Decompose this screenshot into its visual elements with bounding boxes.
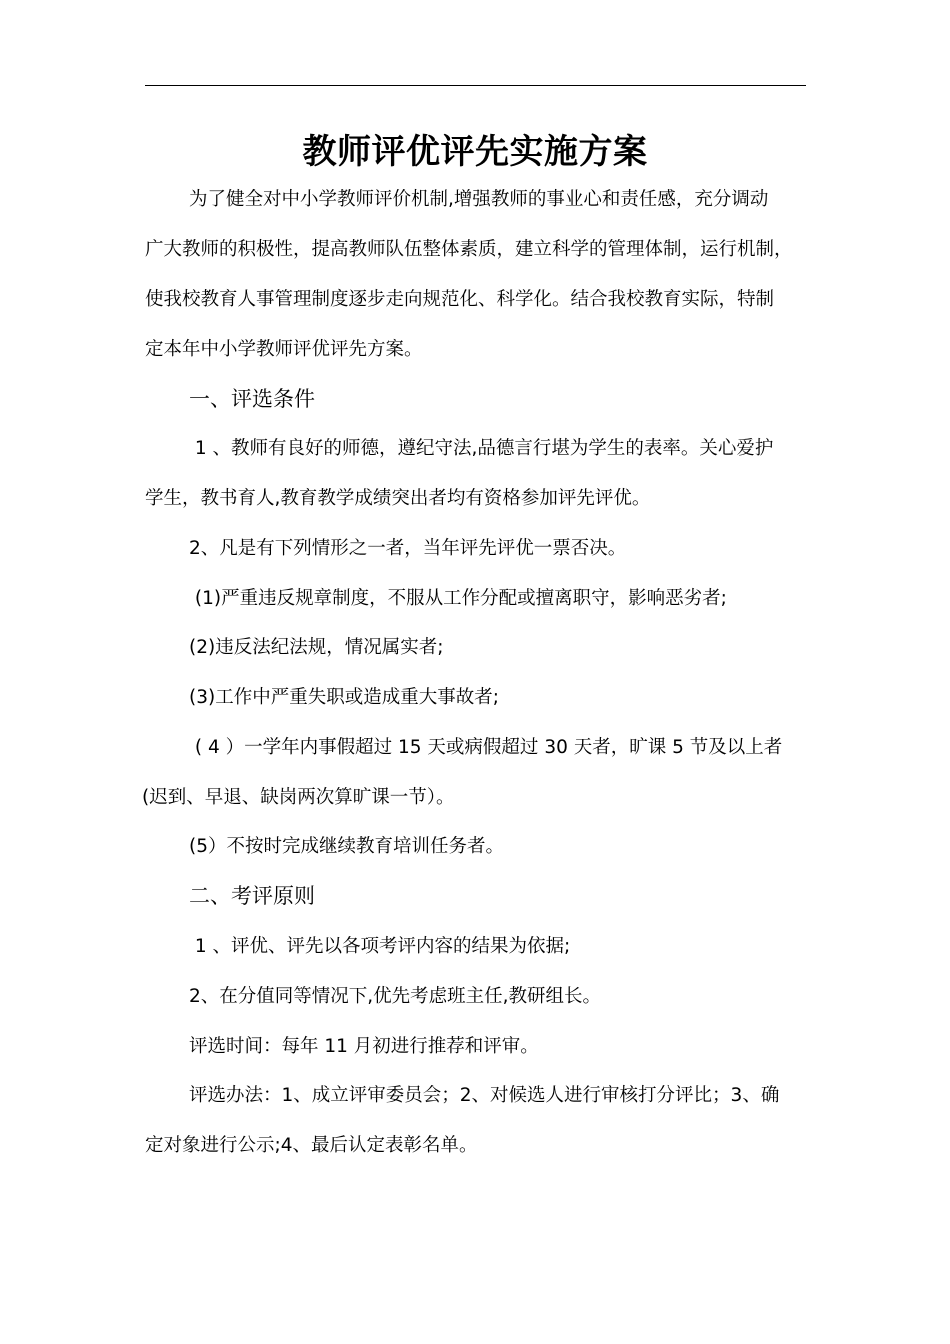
criteria-item-1-line-2: 学生，教书育人,教育教学成绩突出者均有资格参加评先评优。 <box>145 488 651 509</box>
section-heading-criteria: 一、评选条件 <box>189 387 315 411</box>
veto-item-3: (3)工作中严重失职或造成重大事故者; <box>189 687 499 708</box>
section-heading-principles: 二、考评原则 <box>189 884 315 908</box>
criteria-item-2: 2、凡是有下列情形之一者，当年评先评优一票否决。 <box>189 538 627 559</box>
intro-line-2: 广大教师的积极性，提高教师队伍整体素质，建立科学的管理体制，运行机制， <box>145 239 793 260</box>
veto-item-2: (2)违反法纪法规，情况属实者; <box>189 637 444 658</box>
selection-method-line-1: 评选办法：1、成立评审委员会；2、对候选人进行审核打分评比；3、确 <box>189 1085 780 1106</box>
veto-item-4-line-2: (迟到、早退、缺岗两次算旷课一节）。 <box>142 787 455 808</box>
criteria-item-1-line-1: 1 、教师有良好的师德，遵纪守法,品德言行堪为学生的表率。关心爱护 <box>189 438 774 459</box>
header-rule <box>145 85 806 86</box>
veto-item-5: (5）不按时完成继续教育培训任务者。 <box>189 836 504 857</box>
selection-time: 评选时间：每年 11 月初进行推荐和评审。 <box>189 1036 539 1057</box>
document-title: 教师评优评先实施方案 <box>302 132 648 172</box>
principle-item-1: 1 、评优、评先以各项考评内容的结果为依据; <box>189 936 571 957</box>
veto-item-4-line-1: ( 4 ）一学年内事假超过 15 天或病假超过 30 天者，旷课 5 节及以上者 <box>189 737 783 758</box>
intro-line-4: 定本年中小学教师评优评先方案。 <box>145 339 423 360</box>
intro-line-3: 使我校教育人事管理制度逐步走向规范化、科学化。结合我校教育实际，特制 <box>145 289 775 310</box>
intro-line-1: 为了健全对中小学教师评价机制,增强教师的事业心和责任感，充分调动 <box>189 189 769 210</box>
principle-item-2: 2、在分值同等情况下,优先考虑班主任,教研组长。 <box>189 986 602 1007</box>
selection-method-line-2: 定对象进行公示;4、最后认定表彰名单。 <box>145 1135 478 1156</box>
veto-item-1: (1)严重违反规章制度，不服从工作分配或擅离职守，影响恶劣者; <box>189 588 727 609</box>
